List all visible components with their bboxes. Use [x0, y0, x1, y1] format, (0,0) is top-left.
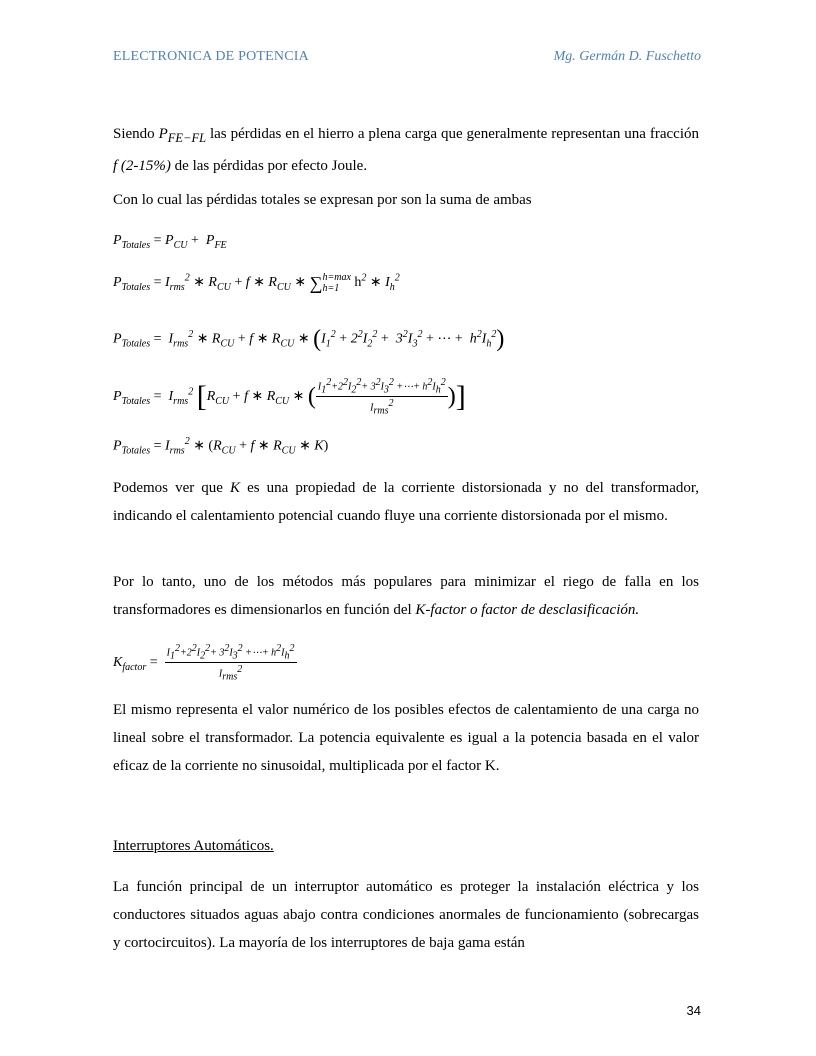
paragraph-total-losses: Con lo cual las pérdidas totales se expresan por son la suma de ambas — [113, 192, 532, 208]
paragraph-breaker-function: La función principal de un interruptor automático es proteger la instalación eléctrica y los conductores situados aguas abajo contra condiciones anormales de funcionamiento (sobrecargas y cortocircuitos). La mayoría de los interruptores de baja gama están — [113, 879, 699, 951]
header-author: Mg. Germán D. Fuschetto — [553, 49, 701, 64]
paragraph-k-property: Podemos ver que K es una propiedad de la corriente distorsionada y no del transformador, indicando el calentamiento potencial cuando fluye una corriente distorsionada por el mismo. — [113, 480, 699, 524]
equation-total-2: $P_{Totales} = I_{rms}^2$ ∗ $R_{CU} + f$ ∗ $R_{CU}$ ∗ ∑h=max h=1 $h^2$ ∗ $I_h^2$ — [113, 272, 400, 294]
section-heading: Interruptores Automáticos. — [113, 838, 274, 854]
equation-total-3: $P_{Totales} = I_{rms}^2$ ∗ $R_{CU} + f$ ∗ $R_{CU}$ ∗ ($I_1^2 + 2^2I_2^2 + 3^2I_3^2$ + ⋯ + $h^2I_h^2$) — [113, 326, 505, 352]
equation-k-factor: $K_{factor}$ = $\frac{I_1^2+2^2I_2^2+ 3^2I_3^2 +\cdots+ h^2I_h^2}{I_{rms}^2}$ — [113, 643, 295, 683]
equation-total-1: $P_{Totales} = P_{CU} + P_{FE}$ — [113, 233, 227, 251]
equation-total-4: $P_{Totales} = I_{rms}^2$ [$R_{CU} + f$ ∗ $R_{CU}$ ∗ ( $\frac{I_1^2+2^2I_2^2+ 3^2I_3^2 +\cdots+ h^2I_h^2}{I_{rms}^2}$ )] — [113, 377, 466, 417]
page-number: 34 — [686, 1003, 701, 1018]
paragraph-fe-losses: Siendo $P_{FE-FL}$ las pérdidas en el hierro a plena carga que generalmente representan una fracción f (2-15%) de las pérdidas por efecto Joule. — [113, 126, 699, 174]
header-title: ELECTRONICA DE POTENCIA — [113, 49, 309, 64]
paragraph-k-meaning: El mismo representa el valor numérico de los posibles efectos de calentamiento de una carga no lineal sobre el transformador. La potencia equivalente es igual a la potencia basada en el valor eficaz de la corriente no sinusoidal, multiplicada por el factor K. — [113, 702, 699, 774]
paragraph-k-factor-method: Por lo tanto, uno de los métodos más populares para minimizar el riego de falla en los transformadores es dimensionarlos en función del K-factor o factor de desclasificación. — [113, 574, 699, 618]
equation-total-5: $P_{Totales} = I_{rms}^2$ ∗ ($R_{CU} + f$ ∗ $R_{CU}$ ∗ K) — [113, 436, 329, 457]
